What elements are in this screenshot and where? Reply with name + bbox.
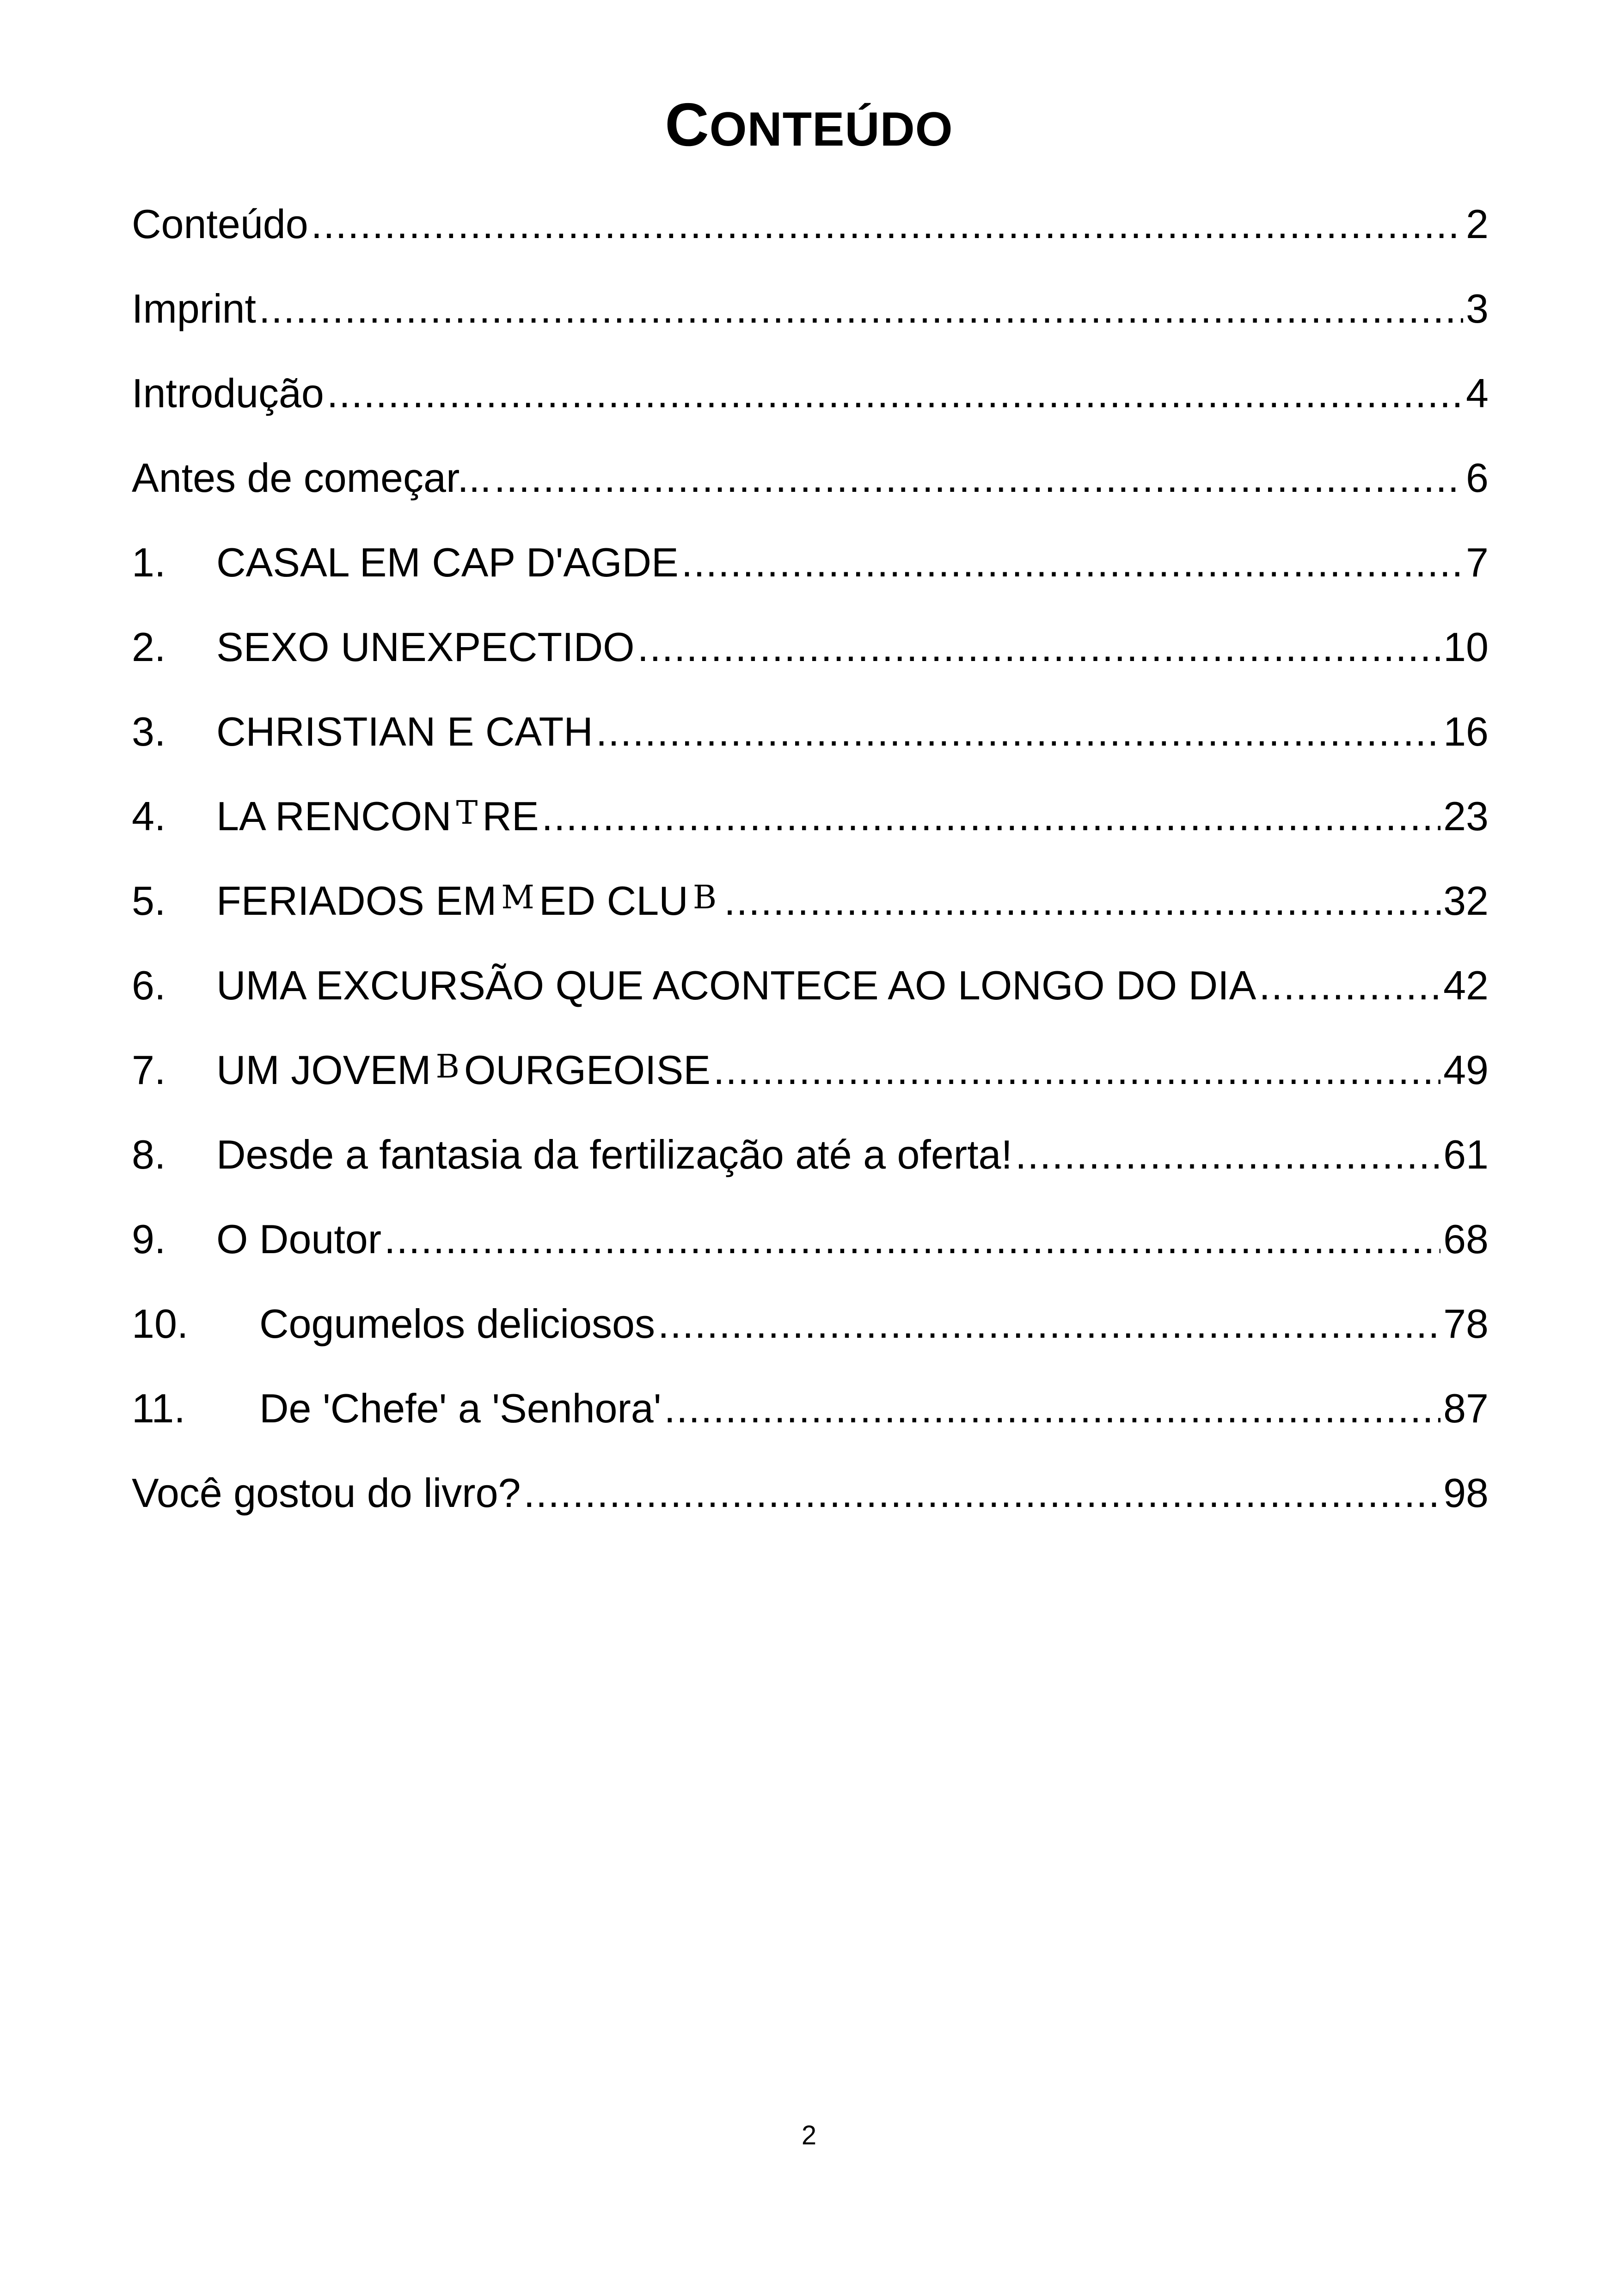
toc-page-number: 2 (1466, 201, 1489, 247)
toc-leader-dots (637, 622, 1440, 673)
toc-label-glyph: T (456, 794, 478, 832)
toc-label: UMA EXCURSÃO QUE ACONTECE AO LONGO DO DIA (216, 962, 1256, 1008)
toc-page-number: 7 (1466, 539, 1489, 585)
toc-number: 9. (132, 1216, 166, 1262)
toc-label: CHRISTIAN E CATH (216, 709, 593, 754)
toc-label (216, 1045, 711, 1098)
toc-page-number: 42 (1443, 962, 1489, 1008)
toc-label: O Doutor (216, 1216, 382, 1262)
toc-leader-dots (327, 368, 1463, 419)
toc-leader-dots (259, 283, 1463, 334)
toc-entry[interactable] (132, 1129, 1489, 1214)
toc-entry[interactable] (132, 453, 1489, 537)
toc-entry[interactable] (132, 706, 1489, 791)
toc-page-number: 87 (1443, 1385, 1489, 1431)
toc-number: 6. (132, 962, 166, 1008)
toc-number: 4. (132, 793, 166, 839)
toc-label-glyph: M (501, 878, 534, 916)
toc-entry[interactable] (132, 1298, 1489, 1383)
toc-number: 3. (132, 709, 166, 754)
toc-label: Cogumelos deliciosos (259, 1301, 655, 1347)
toc-number: 11. (132, 1385, 185, 1431)
toc-entry[interactable] (132, 1045, 1489, 1129)
toc-number: 2. (132, 624, 166, 670)
toc-leader-dots (494, 453, 1463, 503)
toc-label: Você gostou do livro? (132, 1470, 521, 1516)
toc-page-number: 68 (1443, 1216, 1489, 1262)
toc-leader-dots (658, 1298, 1440, 1349)
toc-page-number: 78 (1443, 1301, 1489, 1347)
toc-label-part: ED CLU (539, 878, 688, 924)
toc-page-number: 3 (1466, 286, 1489, 331)
toc-number: 1. (132, 539, 166, 585)
toc-leader-dots (311, 199, 1463, 250)
page-title (0, 88, 1618, 166)
toc-label-part: OURGEOISE (464, 1047, 711, 1093)
toc-label: De 'Chefe' a 'Senhora' (259, 1385, 662, 1431)
toc-number: 7. (132, 1047, 166, 1093)
toc-number: 10. (132, 1301, 189, 1347)
toc-page-number: 98 (1443, 1470, 1489, 1516)
toc-label: Conteúdo (132, 201, 308, 247)
toc-leader-dots (724, 876, 1440, 926)
toc-label-part: RE (482, 793, 539, 839)
toc-leader-dots (542, 791, 1441, 842)
toc-label: Antes de começar... (132, 455, 491, 501)
toc-entry[interactable] (132, 1214, 1489, 1298)
toc-leader-dots (1259, 960, 1440, 1011)
toc-page-number: 10 (1443, 624, 1489, 670)
toc-entry[interactable] (132, 622, 1489, 706)
toc-entry[interactable] (132, 537, 1489, 622)
toc-page-number: 16 (1443, 709, 1489, 754)
toc-label-part: LA RENCON (216, 793, 452, 839)
toc-label: Desde a fantasia da fertilização até a oferta! (216, 1132, 1012, 1177)
toc-page-number: 6 (1466, 455, 1489, 501)
toc-leader-dots (384, 1214, 1440, 1265)
toc-entry[interactable] (132, 876, 1489, 960)
toc-page-number: 61 (1443, 1132, 1489, 1177)
toc-entry[interactable] (132, 791, 1489, 876)
toc-label (216, 791, 539, 845)
toc-label: Introdução (132, 370, 324, 416)
toc-label: Imprint (132, 286, 256, 331)
toc-label-part: UM JOVEM (216, 1047, 431, 1093)
toc-page-number: 4 (1466, 370, 1489, 416)
title-initial: C (665, 91, 710, 159)
toc-number: 5. (132, 878, 166, 924)
toc-page-number: 23 (1443, 793, 1489, 839)
toc-page-number: 32 (1443, 878, 1489, 924)
toc-page-number: 49 (1443, 1047, 1489, 1093)
toc-entry[interactable] (132, 960, 1489, 1045)
toc-label (216, 876, 721, 929)
toc-entry[interactable] (132, 1383, 1489, 1468)
toc-leader-dots (664, 1383, 1441, 1434)
toc-label: CASAL EM CAP D'AGDE (216, 539, 679, 585)
page-footer (0, 2119, 1618, 2152)
page-number: 2 (801, 2120, 817, 2150)
title-rest: ONTEÚDO (709, 103, 953, 156)
toc-leader-dots (596, 706, 1440, 757)
toc-entry[interactable] (132, 1468, 1489, 1552)
toc-entry[interactable] (132, 368, 1489, 453)
toc-leader-dots (1015, 1129, 1440, 1180)
toc-entry[interactable] (132, 283, 1489, 368)
toc-label-glyph: B (435, 1047, 460, 1085)
toc-leader-dots (681, 537, 1463, 588)
toc-entry[interactable] (132, 199, 1489, 283)
table-of-contents (132, 199, 1489, 1552)
toc-label-glyph: B (693, 878, 717, 916)
toc-leader-dots (523, 1468, 1440, 1518)
toc-leader-dots (713, 1045, 1440, 1096)
toc-label: SEXO UNEXPECTIDO (216, 624, 635, 670)
toc-number: 8. (132, 1132, 166, 1177)
toc-label-part: FERIADOS EM (216, 878, 497, 924)
